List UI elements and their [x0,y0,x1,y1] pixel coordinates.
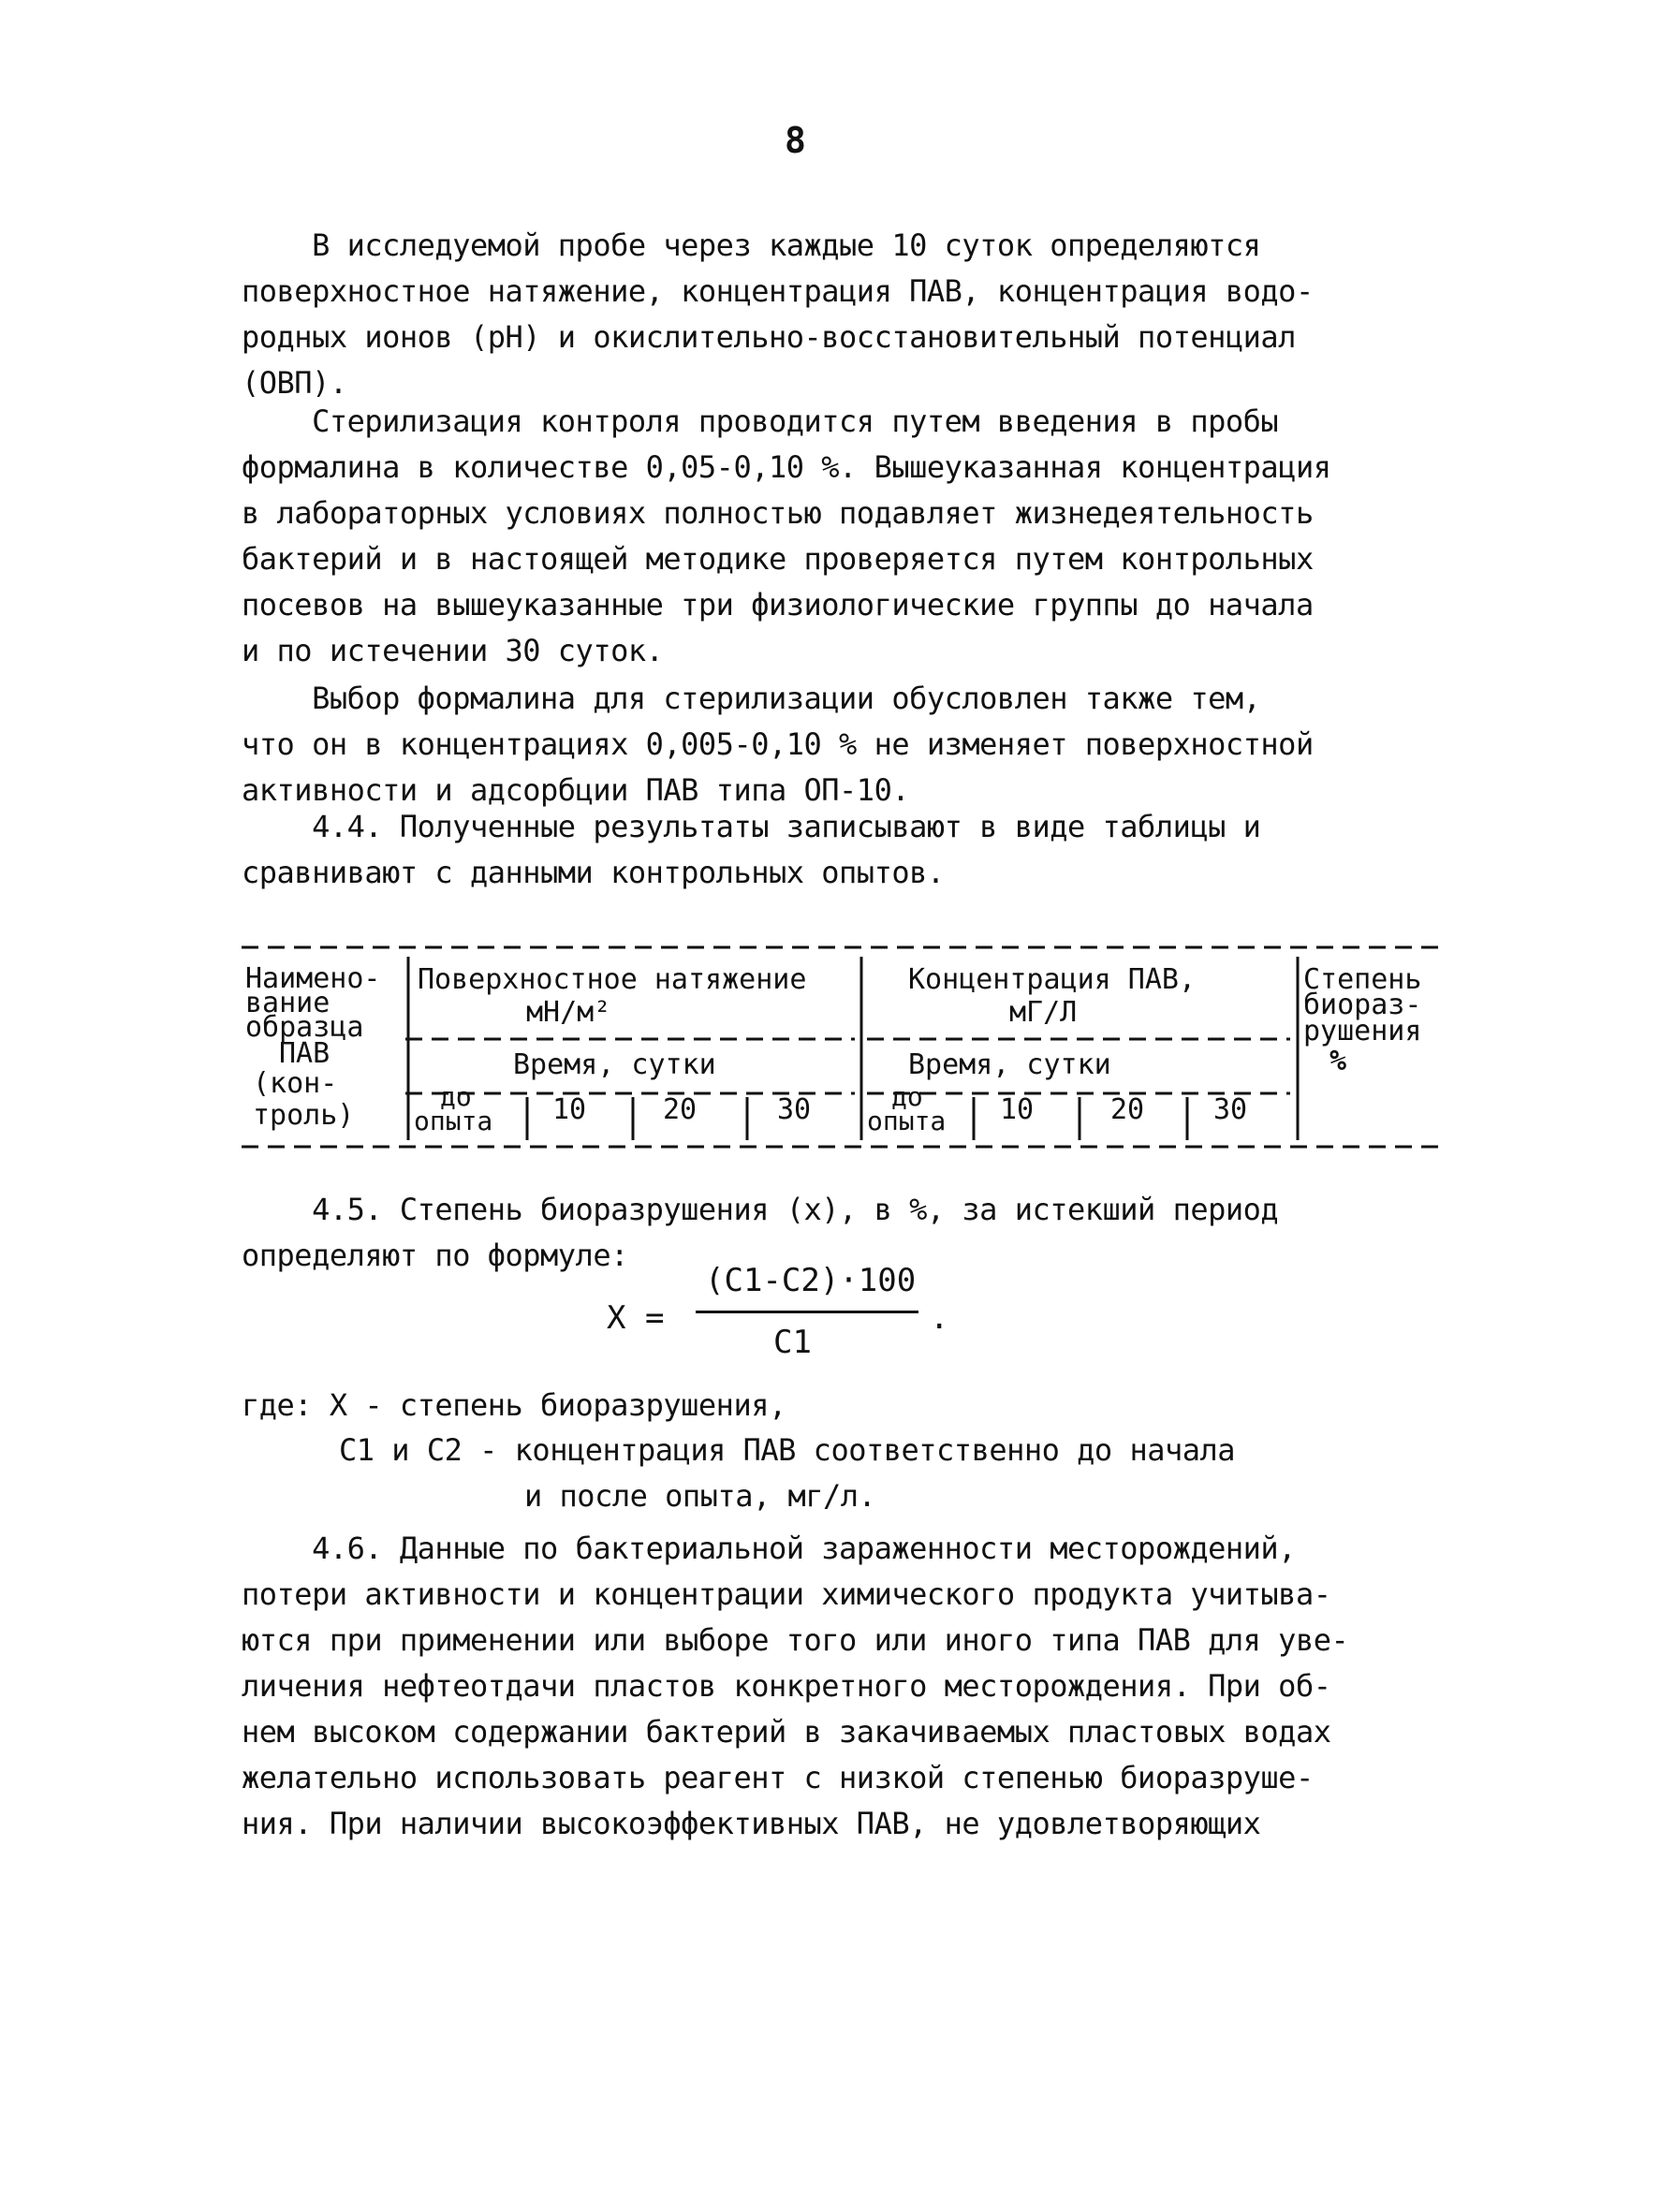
paragraph-8: и после опыта, мг/л. [524,1478,876,1514]
formula-end: . [930,1299,949,1337]
paragraph-4: 4.4. Полученные результаты записывают в виде таблицы и сравнивают с данными контрольных опытов. [242,809,1261,890]
table-col1-line1: Наимено- [245,962,381,995]
table-group2-before-1: до [891,1081,923,1112]
table-group2-unit: мГ/Л [1009,996,1078,1029]
table-group2-day-10: 10 [1000,1093,1035,1126]
table-col1-line5: (кон- [253,1067,338,1100]
paragraph-6: где: Х - степень биоразрушения, [242,1387,786,1423]
table-last-line3: рушения [1303,1015,1422,1047]
table-group1-before-1: до [440,1081,472,1112]
paragraph-2: Стерилизация контроля проводится путем введения в пробы формалина в количестве 0,05-0,10 %. Вышеуказанная концентрация в лабораторных условиях полностью подавляет жизнедеятельность бактерий и в настоящей методике проверяется путем контрольных посевов на вышеуказанные три физиологические группы до начала и по истечении 30 суток. [242,403,1331,668]
table-group1-day-20: 20 [663,1093,698,1126]
paragraph-7: С1 и С2 - концентрация ПАВ соответственно до начала [339,1432,1236,1468]
table-group2-day-20: 20 [1110,1093,1145,1126]
paragraph-5: 4.5. Степень биоразрушения (х), в %, за истекший период определяют по формуле: [242,1192,1279,1273]
table-col1-line3: образца [245,1011,364,1044]
table-last-line2: биораз- [1303,989,1422,1021]
table-col1-line2: вание [245,987,331,1019]
table-last-line1: Степень [1303,963,1422,996]
table-group1-day-10: 10 [552,1093,587,1126]
table-group1-unit: мН/м² [526,996,611,1029]
table-group2-title: Концентрация ПАВ, [908,963,1197,996]
paragraph-9: 4.6. Данные по бактериальной зараженности месторождений, потери активности и концентрации химического продукта учитыва- ются при применении или выборе того или иного типа ПАВ для уве- личения нефтеотдачи пластов конкретного месторождения. При об- нем высоком содержании бактерий в закачиваемых пластовых водах желательно использовать реагент с низкой степенью биоразруше- ния. При наличии высокоэффективных ПАВ, не удовлетворяющих [242,1531,1349,1841]
table-group2-before-2: опыта [867,1106,947,1136]
table-group1-day-30: 30 [777,1093,812,1126]
paragraph-3: Выбор формалина для стерилизации обусловлен также тем, что он в концентрациях 0,005-0,10 % не изменяет поверхностной активности и адсорбции ПАВ типа ОП-10. [242,681,1314,808]
formula-lhs: Х = [607,1299,665,1337]
table-col1-line6: троль) [253,1099,355,1132]
table-group1-before-2: опыта [414,1106,493,1136]
formula-numerator: (С1-С2)·100 [705,1262,917,1299]
biodegradation-formula [607,1262,949,1384]
table-group2-time: Время, сутки [908,1048,1111,1081]
formula-fraction-bar [696,1311,918,1313]
table-group1-time: Время, сутки [513,1048,716,1081]
page-number: 8 [785,120,806,161]
table-group1-title: Поверхностное натяжение [418,963,807,996]
table-last-line4: % [1329,1045,1347,1077]
table-group2-day-30: 30 [1213,1093,1248,1126]
table-col1-line4: ПАВ [279,1037,331,1070]
formula-denominator: С1 [773,1324,812,1361]
paragraph-1: В исследуемой пробе через каждые 10 суток определяются поверхностное натяжение, концентрация ПАВ, концентрация водо- родных ионов (рН) и окислительно-восстановительный потенциал (ОВП). [242,227,1314,401]
